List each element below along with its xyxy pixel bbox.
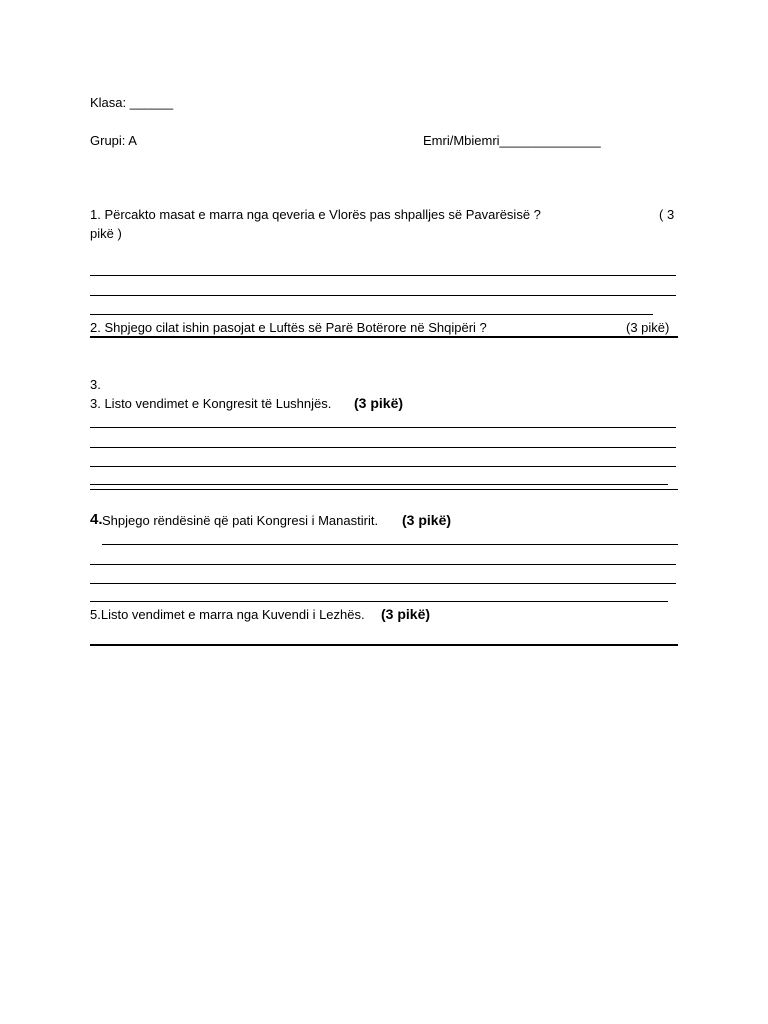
question-1-points: ( 3: [659, 207, 675, 222]
answer-line: [90, 447, 676, 448]
answer-line: [90, 564, 676, 565]
question-separator: [90, 336, 678, 338]
question-5-text: 5.Listo vendimet e marra nga Kuvendi i Lezhës.: [90, 607, 365, 622]
answer-line: [90, 601, 668, 602]
answer-line: [90, 275, 676, 276]
question-separator: [90, 644, 678, 646]
answer-line: [90, 314, 653, 315]
answer-line: [90, 583, 676, 584]
answer-line: [102, 544, 678, 545]
answer-line: [90, 484, 668, 485]
question-4-text: Shpjego rëndësinë që pati Kongresi i Manastirit.: [102, 513, 379, 528]
question-1-text: 1. Përcakto masat e marra nga qeveria e Vlorës pas shpalljes së Pavarësisë ?: [90, 207, 541, 222]
question-3-number: 3.: [90, 377, 101, 392]
class-field: Klasa: ______: [90, 95, 174, 110]
question-2-text: 2. Shpjego cilat ishin pasojat e Luftës së Parë Botërore në Shqipëri ?: [90, 320, 487, 335]
answer-line: [90, 427, 676, 428]
answer-line: [90, 466, 676, 467]
question-4-number: 4.: [90, 511, 103, 528]
question-2-points: (3 pikë): [626, 320, 670, 335]
name-field: Emri/Mbiemri______________: [423, 133, 601, 148]
answer-line: [90, 295, 676, 296]
question-5-points: (3 pikë): [381, 606, 431, 622]
question-separator: [90, 489, 678, 490]
group-label: Grupi: A: [90, 133, 137, 148]
question-3-text: 3. Listo vendimet e Kongresit të Lushnjës.: [90, 396, 332, 411]
question-4-points: (3 pikë): [402, 512, 452, 528]
question-3-points: (3 pikë): [354, 395, 404, 411]
question-1-points-cont: pikë ): [90, 226, 122, 241]
